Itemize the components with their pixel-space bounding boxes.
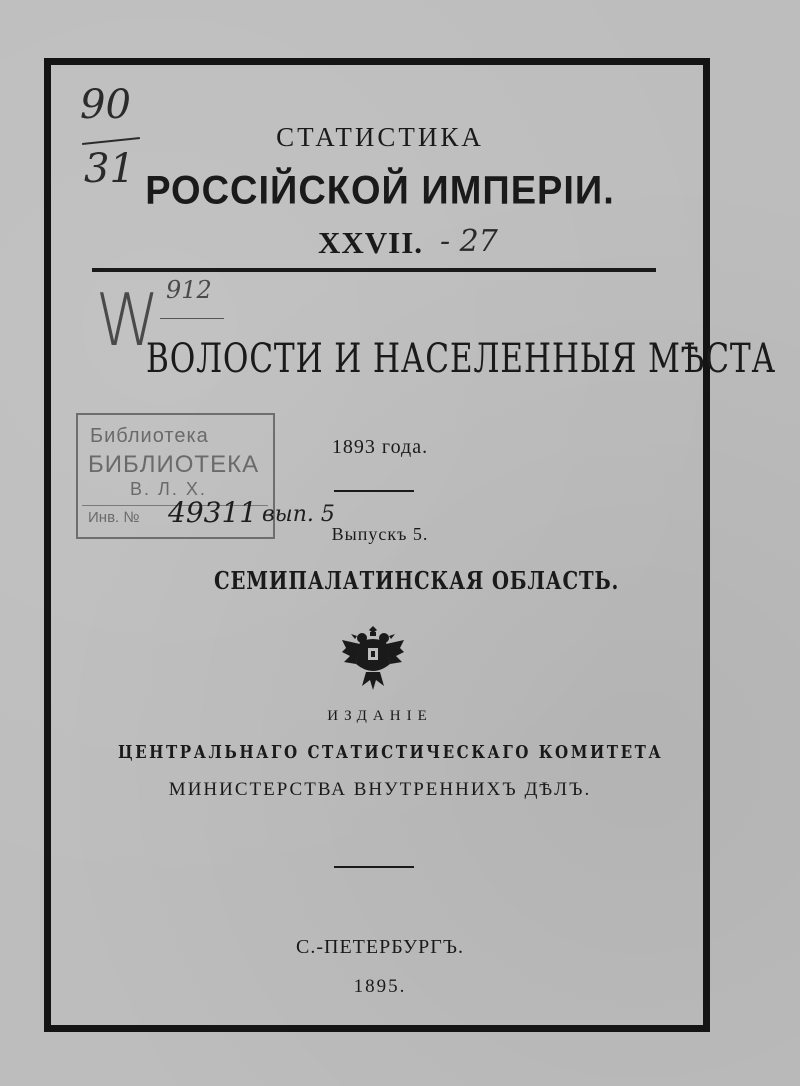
pencil-underline xyxy=(160,318,224,319)
year-rule xyxy=(334,490,414,492)
stamp-line1: Библиотека xyxy=(90,425,209,447)
issue-number: Выпускъ 5. xyxy=(331,524,429,544)
publication-year: 1895. xyxy=(353,976,407,997)
double-headed-eagle-icon xyxy=(340,622,406,692)
volume-number: XXVII. xyxy=(318,225,424,260)
publication-city: С.-ПЕТЕРБУРГЪ. xyxy=(296,936,464,958)
ministry-name: МИНИСТЕРСТВА ВНУТРЕННИХЪ ДѢЛЪ. xyxy=(168,779,592,800)
shelfmark-top: 90 xyxy=(80,82,131,128)
header-rule xyxy=(92,268,656,272)
volume-handwritten: - 27 xyxy=(440,224,498,259)
series-title-line1: СТАТИСТИКА xyxy=(276,122,484,152)
main-title: ВОЛОСТИ И НАСЕЛЕННЫЯ МѢСТА xyxy=(146,336,776,382)
stamp-inventory-number: 49311 xyxy=(168,496,258,529)
stamp-issue-note: вып. 5 xyxy=(262,502,335,527)
shelfmark-bottom: 31 xyxy=(84,146,135,192)
stamp-inventory-label: Инв. № xyxy=(88,509,140,526)
series-title-line2: РОССІЙСКОЙ ИМПЕРІИ. xyxy=(145,168,615,214)
edition-label: ИЗДАНІЕ xyxy=(327,708,433,724)
stamp-line3: В. Л. Х. xyxy=(130,479,207,499)
pencil-letter: W xyxy=(95,278,160,362)
pencil-number: 912 xyxy=(166,276,212,304)
year-line: 1893 года. xyxy=(331,436,429,458)
stamp-line2: БИБЛИОТЕКА xyxy=(88,451,260,478)
region-title: СЕМИПАЛАТИНСКАЯ ОБЛАСТЬ. xyxy=(214,566,620,595)
committee-name: ЦЕНТРАЛЬНАГО СТАТИСТИЧЕСКАГО КОМИТЕТА xyxy=(118,742,664,763)
footer-rule xyxy=(334,866,414,868)
